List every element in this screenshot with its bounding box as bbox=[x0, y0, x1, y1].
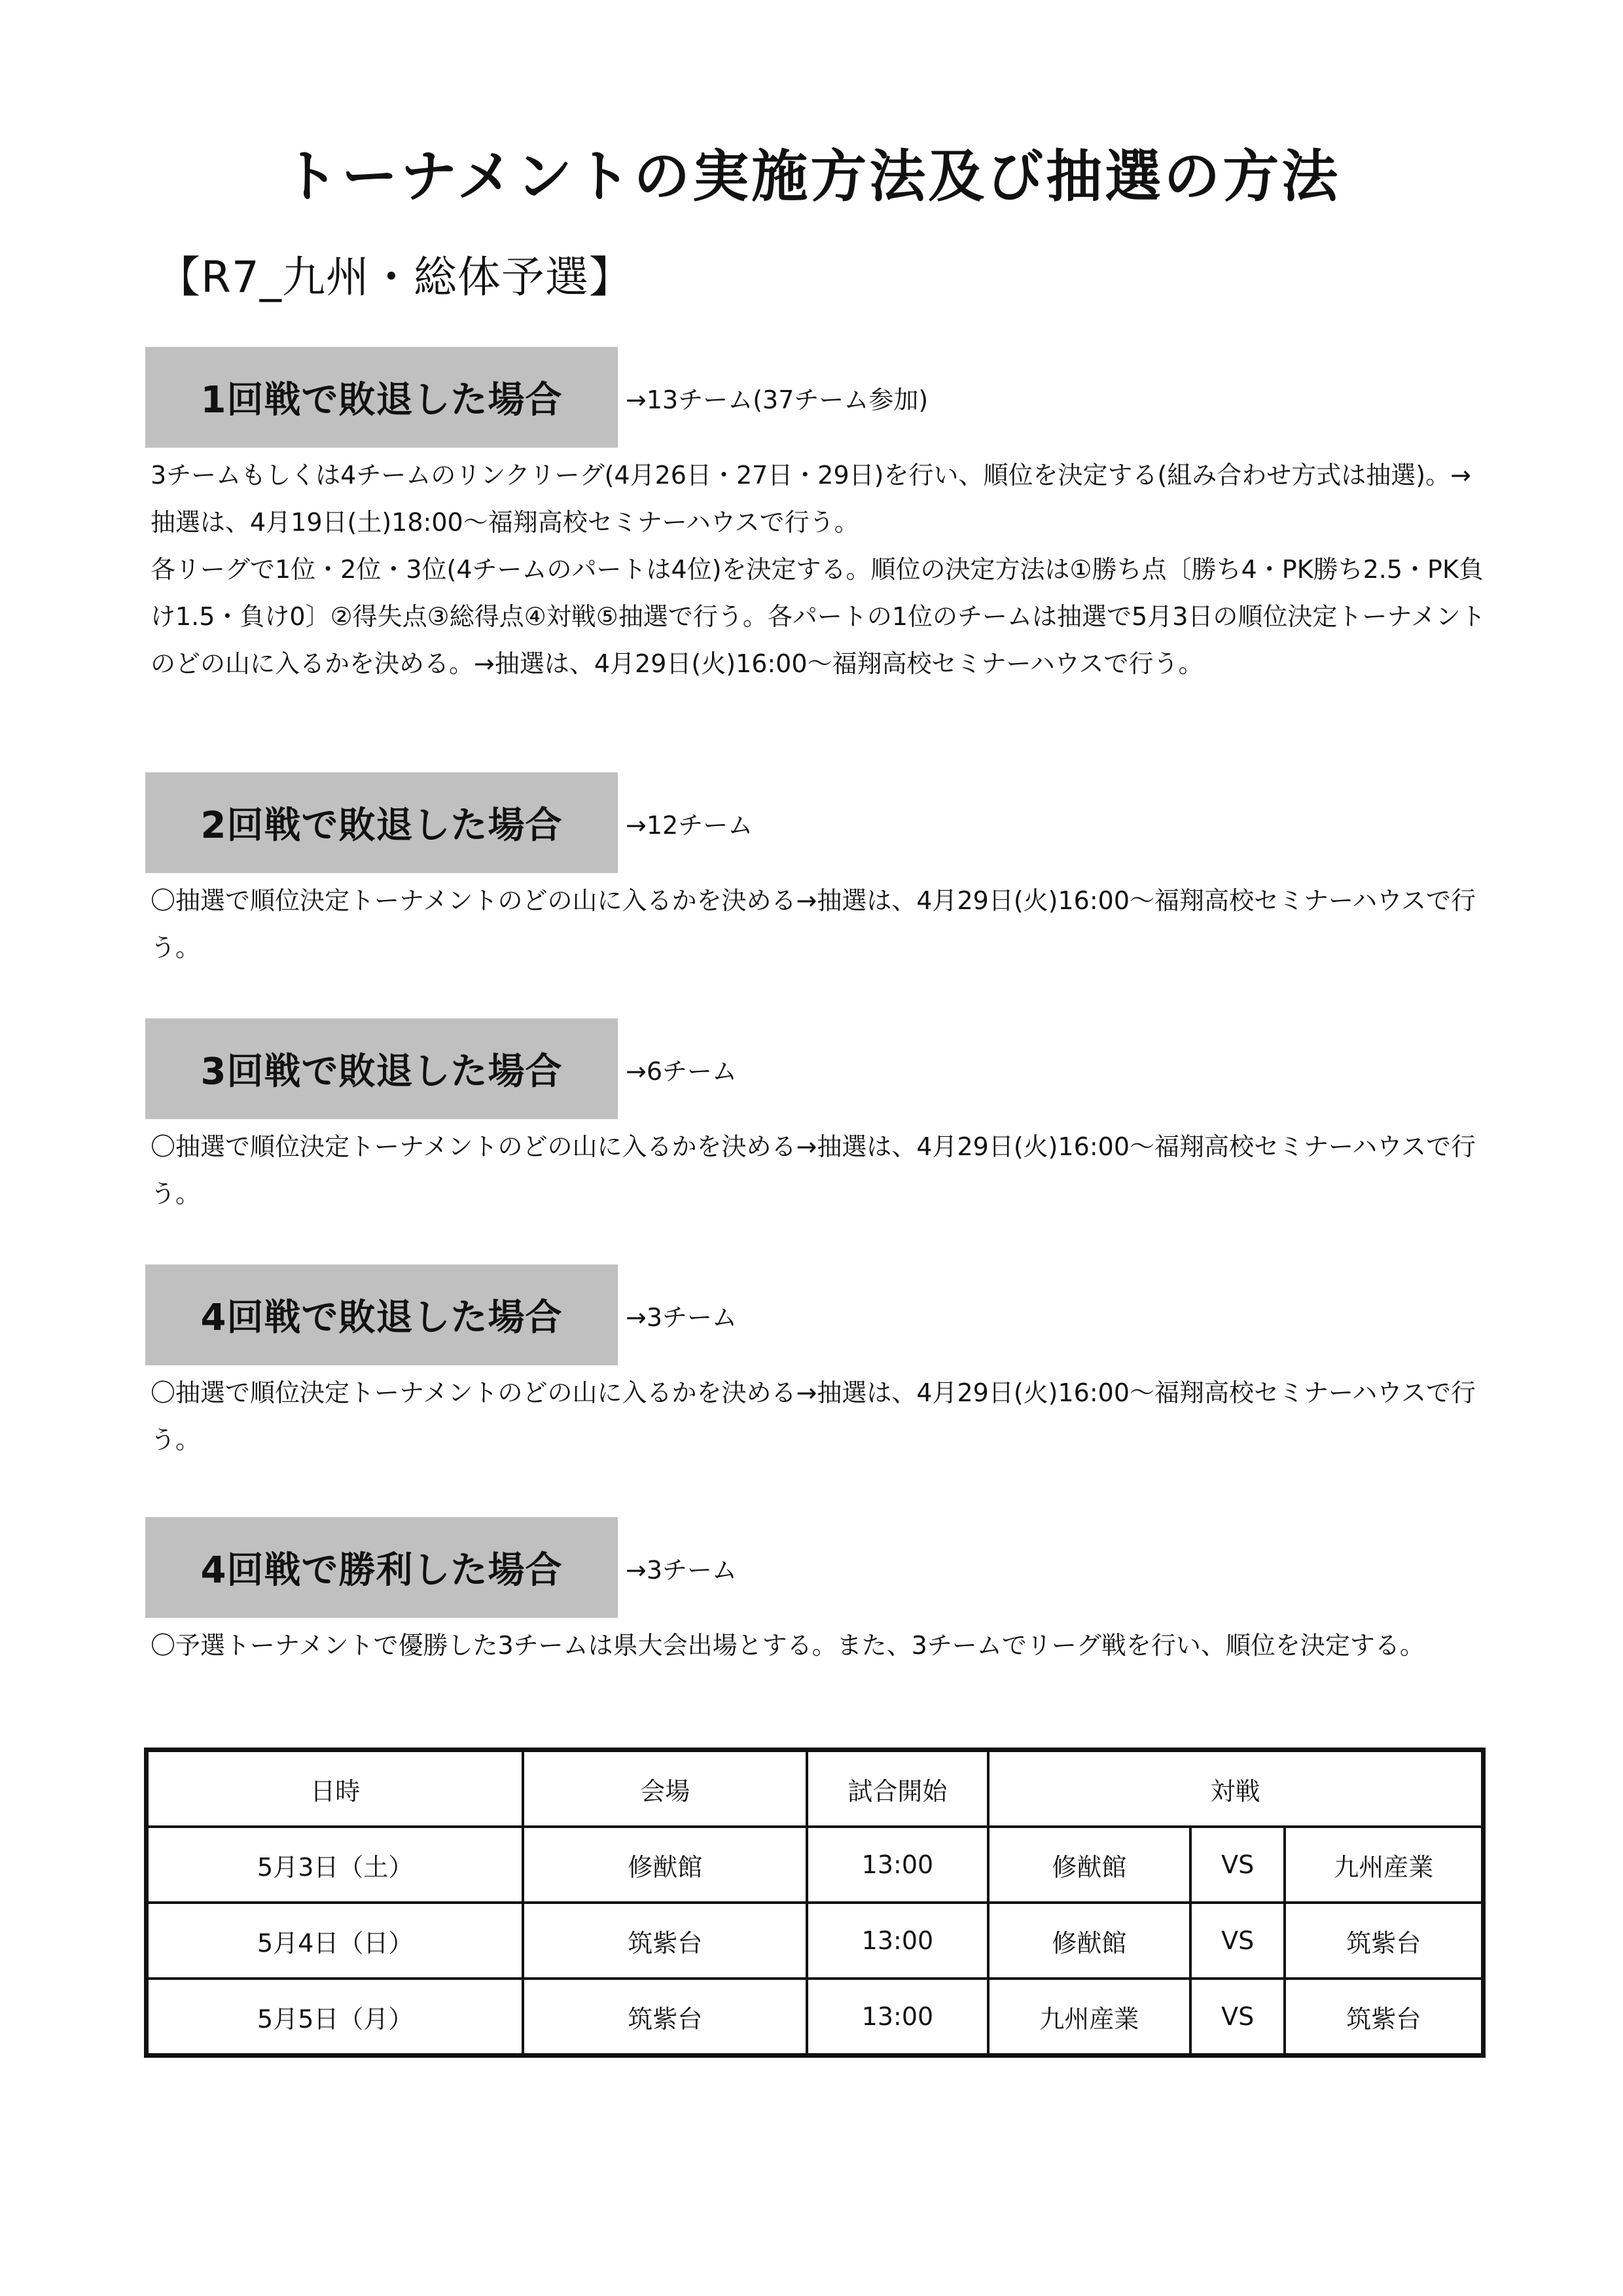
table-header-row bbox=[147, 1750, 1484, 1827]
section-team-count: →6チーム bbox=[626, 1056, 738, 1086]
cell-date: 5月4日（日） bbox=[147, 1903, 524, 1979]
table-row bbox=[147, 1903, 1484, 1979]
section-heading: 4回戦で勝利した場合 bbox=[145, 1517, 618, 1618]
section-paragraph: 〇抽選で順位決定トーナメントのどの山に入るかを決める→抽選は、4月29日(火)16:00〜福翔高校セミナーハウスで行う。 bbox=[151, 886, 1476, 962]
cell-vs: VS bbox=[1190, 1903, 1285, 1979]
table-row bbox=[147, 1979, 1484, 2056]
section-header bbox=[145, 1265, 1487, 1365]
section-header bbox=[145, 347, 1487, 448]
header-date: 日時 bbox=[147, 1750, 524, 1827]
cell-date: 5月3日（土） bbox=[147, 1827, 524, 1903]
section-round2-loss bbox=[145, 772, 1487, 971]
section-round4-loss bbox=[145, 1265, 1487, 1463]
cell-venue: 筑紫台 bbox=[523, 1903, 806, 1979]
section-paragraph: 各リーグで1位・2位・3位(4チームのパートは4位)を決定する。順位の決定方法は①勝ち点〔勝ち4・PK勝ち2.5・PK負け1.5・負け0〕②得失点③総得点④対戦⑤抽選で行う。各パートの1位のチームは抽選で5月3日の順位決定トーナメントのどの山に入るかを決める。→抽選は、4月29日(火)16:00〜福翔高校セミナーハウスで行う。 bbox=[151, 555, 1486, 678]
cell-away-team: 筑紫台 bbox=[1285, 1979, 1483, 2056]
section-round1-loss bbox=[145, 347, 1487, 687]
cell-date: 5月5日（月） bbox=[147, 1979, 524, 2056]
section-paragraph: 〇抽選で順位決定トーナメントのどの山に入るかを決める→抽選は、4月29日(火)16:00〜福翔高校セミナーハウスで行う。 bbox=[151, 1132, 1476, 1208]
cell-home-team: 九州産業 bbox=[988, 1979, 1190, 2056]
section-team-count: →3チーム bbox=[626, 1302, 738, 1332]
section-round3-loss bbox=[145, 1018, 1487, 1217]
cell-vs: VS bbox=[1190, 1979, 1285, 2056]
cell-start-time: 13:00 bbox=[807, 1903, 988, 1979]
section-header bbox=[145, 772, 1487, 873]
section-header bbox=[145, 1018, 1487, 1119]
cell-start-time: 13:00 bbox=[807, 1979, 988, 2056]
section-body bbox=[145, 1369, 1486, 1463]
table-row bbox=[147, 1827, 1484, 1903]
cell-venue: 修猷館 bbox=[523, 1827, 806, 1903]
cell-away-team: 筑紫台 bbox=[1285, 1903, 1483, 1979]
cell-away-team: 九州産業 bbox=[1285, 1827, 1483, 1903]
section-paragraph: 〇予選トーナメントで優勝した3チームは県大会出場とする。また、3チームでリーグ戦を行い、順位を決定する。 bbox=[151, 1631, 1425, 1660]
schedule-table bbox=[144, 1748, 1486, 2058]
section-team-count: →13チーム(37チーム参加) bbox=[626, 385, 929, 414]
section-paragraph: 3チームもしくは4チームのリンクリーグ(4月26日・27日・29日)を行い、順位を決定する(組み合わせ方式は抽選)。→抽選は、4月19日(土)18:00〜福翔高校セミナーハウスで行う。 bbox=[151, 461, 1471, 537]
section-body bbox=[145, 877, 1486, 971]
section-body bbox=[145, 1123, 1486, 1217]
header-start-time: 試合開始 bbox=[807, 1750, 988, 1827]
header-venue: 会場 bbox=[523, 1750, 806, 1827]
cell-home-team: 修猷館 bbox=[988, 1827, 1190, 1903]
cell-start-time: 13:00 bbox=[807, 1827, 988, 1903]
cell-vs: VS bbox=[1190, 1827, 1285, 1903]
cell-home-team: 修猷館 bbox=[988, 1903, 1190, 1979]
document-title: トーナメントの実施方法及び抽選の方法 bbox=[282, 144, 1341, 209]
section-heading: 1回戦で敗退した場合 bbox=[145, 347, 618, 448]
section-heading: 4回戦で敗退した場合 bbox=[145, 1265, 618, 1365]
section-header bbox=[145, 1517, 1487, 1618]
section-body bbox=[145, 452, 1486, 687]
section-body bbox=[145, 1622, 1486, 1669]
cell-venue: 筑紫台 bbox=[523, 1979, 806, 2056]
section-round4-win bbox=[145, 1517, 1487, 1669]
header-match: 対戦 bbox=[988, 1750, 1484, 1827]
document-subtitle: 【R7_九州・総体予選】 bbox=[157, 252, 633, 302]
section-team-count: →12チーム bbox=[626, 810, 753, 840]
section-heading: 2回戦で敗退した場合 bbox=[145, 772, 618, 873]
section-paragraph: 〇抽選で順位決定トーナメントのどの山に入るかを決める→抽選は、4月29日(火)16:00〜福翔高校セミナーハウスで行う。 bbox=[151, 1378, 1476, 1454]
section-heading: 3回戦で敗退した場合 bbox=[145, 1018, 618, 1119]
section-team-count: →3チーム bbox=[626, 1555, 738, 1585]
